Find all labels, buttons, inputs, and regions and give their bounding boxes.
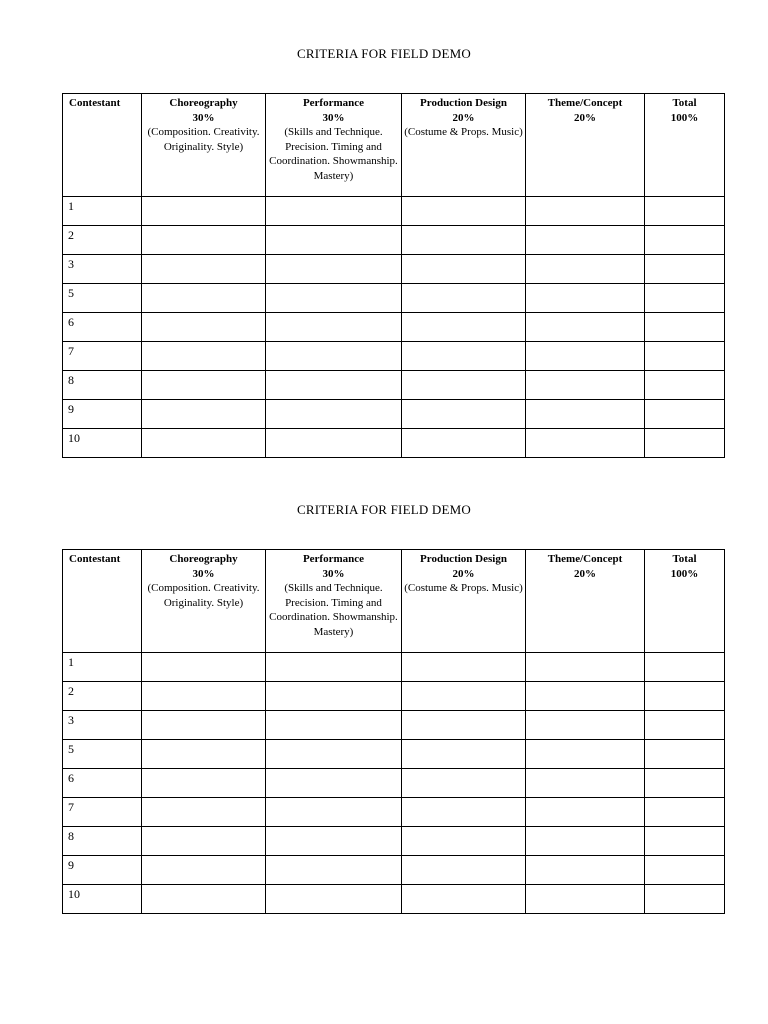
score-cell[interactable]: [526, 342, 645, 371]
score-cell[interactable]: [526, 255, 645, 284]
score-cell[interactable]: [402, 284, 526, 313]
header-total: Total 100%: [645, 94, 725, 197]
score-cell[interactable]: [142, 682, 266, 711]
score-cell[interactable]: [402, 197, 526, 226]
score-cell[interactable]: [142, 342, 266, 371]
score-cell[interactable]: [526, 769, 645, 798]
contestant-number: 9: [63, 400, 142, 429]
contestant-number: 8: [63, 371, 142, 400]
score-cell[interactable]: [402, 400, 526, 429]
criteria-table: [62, 93, 725, 458]
header-choreography: Choreography 30% (Composition. Creativity. Originality. Style): [142, 94, 266, 197]
score-cell[interactable]: [142, 371, 266, 400]
table-row: [63, 255, 725, 284]
score-cell[interactable]: [526, 284, 645, 313]
score-cell[interactable]: [402, 740, 526, 769]
score-cell[interactable]: [266, 769, 402, 798]
header-contestant: Contestant: [63, 550, 142, 653]
score-cell[interactable]: [142, 798, 266, 827]
contestant-number: 7: [63, 798, 142, 827]
score-cell[interactable]: [142, 429, 266, 458]
table-row: [63, 226, 725, 255]
contestant-number: 6: [63, 769, 142, 798]
header-theme-concept: Theme/Concept 20%: [526, 550, 645, 653]
score-cell[interactable]: [526, 682, 645, 711]
score-cell[interactable]: [266, 682, 402, 711]
score-cell[interactable]: [266, 342, 402, 371]
total-cell[interactable]: [645, 856, 725, 885]
contestant-number: 5: [63, 740, 142, 769]
score-cell[interactable]: [142, 400, 266, 429]
score-cell[interactable]: [266, 313, 402, 342]
score-cell[interactable]: [402, 769, 526, 798]
total-cell[interactable]: [645, 197, 725, 226]
header-production-design: Production Design 20% (Costume & Props. Music): [402, 550, 526, 653]
score-cell[interactable]: [402, 827, 526, 856]
total-cell[interactable]: [645, 371, 725, 400]
total-cell[interactable]: [645, 769, 725, 798]
table-row: [63, 197, 725, 226]
score-cell[interactable]: [526, 798, 645, 827]
score-cell[interactable]: [266, 798, 402, 827]
score-cell[interactable]: [142, 885, 266, 914]
score-cell[interactable]: [266, 429, 402, 458]
total-cell[interactable]: [645, 682, 725, 711]
table-row: [63, 653, 725, 682]
score-cell[interactable]: [266, 284, 402, 313]
score-cell[interactable]: [266, 827, 402, 856]
score-cell[interactable]: [142, 226, 266, 255]
score-cell[interactable]: [526, 429, 645, 458]
table-row: [63, 885, 725, 914]
header-theme-concept: Theme/Concept 20%: [526, 94, 645, 197]
score-cell[interactable]: [266, 856, 402, 885]
score-cell[interactable]: [402, 429, 526, 458]
table-row: [63, 711, 725, 740]
total-cell[interactable]: [645, 711, 725, 740]
contestant-number: 3: [63, 711, 142, 740]
contestant-number: 1: [63, 197, 142, 226]
header-contestant: Contestant: [63, 94, 142, 197]
page-title: CRITERIA FOR FIELD DEMO: [297, 502, 471, 517]
score-cell[interactable]: [142, 856, 266, 885]
total-cell[interactable]: [645, 284, 725, 313]
table-row: [63, 313, 725, 342]
score-cell[interactable]: [402, 682, 526, 711]
score-cell[interactable]: [402, 653, 526, 682]
contestant-number: 6: [63, 313, 142, 342]
contestant-number: 3: [63, 255, 142, 284]
table-row: [63, 827, 725, 856]
table-row: [63, 371, 725, 400]
table-row: [63, 682, 725, 711]
contestant-number: 7: [63, 342, 142, 371]
score-cell[interactable]: [142, 769, 266, 798]
table-row: [63, 400, 725, 429]
total-cell[interactable]: [645, 429, 725, 458]
score-cell[interactable]: [266, 371, 402, 400]
score-cell[interactable]: [402, 711, 526, 740]
contestant-number: 2: [63, 226, 142, 255]
score-cell[interactable]: [142, 197, 266, 226]
score-cell[interactable]: [526, 400, 645, 429]
contestant-number: 10: [63, 885, 142, 914]
total-cell[interactable]: [645, 255, 725, 284]
score-cell[interactable]: [266, 255, 402, 284]
score-cell[interactable]: [402, 342, 526, 371]
score-cell[interactable]: [142, 827, 266, 856]
total-cell[interactable]: [645, 653, 725, 682]
score-cell[interactable]: [526, 197, 645, 226]
header-choreography: Choreography 30% (Composition. Creativity. Originality. Style): [142, 550, 266, 653]
header-row: [63, 94, 725, 197]
total-cell[interactable]: [645, 313, 725, 342]
total-cell[interactable]: [645, 827, 725, 856]
criteria-table: [62, 549, 725, 914]
score-cell[interactable]: [526, 226, 645, 255]
score-cell[interactable]: [526, 711, 645, 740]
score-cell[interactable]: [266, 885, 402, 914]
header-performance: Performance 30% (Skills and Technique. Precision. Timing and Coordination. Showmanship. Mastery): [266, 94, 402, 197]
table-row: [63, 342, 725, 371]
table-row: [63, 798, 725, 827]
score-cell[interactable]: [402, 313, 526, 342]
score-cell[interactable]: [142, 284, 266, 313]
total-cell[interactable]: [645, 798, 725, 827]
score-cell[interactable]: [142, 255, 266, 284]
score-cell[interactable]: [526, 856, 645, 885]
score-cell[interactable]: [142, 711, 266, 740]
score-cell[interactable]: [526, 740, 645, 769]
contestant-number: 10: [63, 429, 142, 458]
score-cell[interactable]: [402, 856, 526, 885]
score-cell[interactable]: [402, 255, 526, 284]
contestant-number: 1: [63, 653, 142, 682]
score-cell[interactable]: [402, 226, 526, 255]
table-row: [63, 856, 725, 885]
contestant-number: 8: [63, 827, 142, 856]
header-row: [63, 550, 725, 653]
score-cell[interactable]: [526, 371, 645, 400]
total-cell[interactable]: [645, 342, 725, 371]
total-cell[interactable]: [645, 885, 725, 914]
contestant-number: 5: [63, 284, 142, 313]
score-cell[interactable]: [402, 371, 526, 400]
score-cell[interactable]: [402, 885, 526, 914]
score-cell[interactable]: [266, 400, 402, 429]
page-title: CRITERIA FOR FIELD DEMO: [297, 46, 471, 61]
total-cell[interactable]: [645, 400, 725, 429]
total-cell[interactable]: [645, 740, 725, 769]
score-cell[interactable]: [266, 653, 402, 682]
total-cell[interactable]: [645, 226, 725, 255]
score-cell[interactable]: [526, 653, 645, 682]
table-row: [63, 284, 725, 313]
score-cell[interactable]: [526, 885, 645, 914]
table-row: [63, 769, 725, 798]
score-cell[interactable]: [526, 827, 645, 856]
table-row: [63, 740, 725, 769]
header-total: Total 100%: [645, 550, 725, 653]
score-cell[interactable]: [266, 711, 402, 740]
table-row: [63, 429, 725, 458]
score-cell[interactable]: [142, 313, 266, 342]
contestant-number: 9: [63, 856, 142, 885]
header-production-design: Production Design 20% (Costume & Props. Music): [402, 94, 526, 197]
score-cell[interactable]: [526, 313, 645, 342]
contestant-number: 2: [63, 682, 142, 711]
score-cell[interactable]: [266, 740, 402, 769]
score-cell[interactable]: [266, 226, 402, 255]
header-performance: Performance 30% (Skills and Technique. Precision. Timing and Coordination. Showmanship. Mastery): [266, 550, 402, 653]
score-cell[interactable]: [142, 653, 266, 682]
score-cell[interactable]: [266, 197, 402, 226]
score-cell[interactable]: [402, 798, 526, 827]
score-cell[interactable]: [142, 740, 266, 769]
